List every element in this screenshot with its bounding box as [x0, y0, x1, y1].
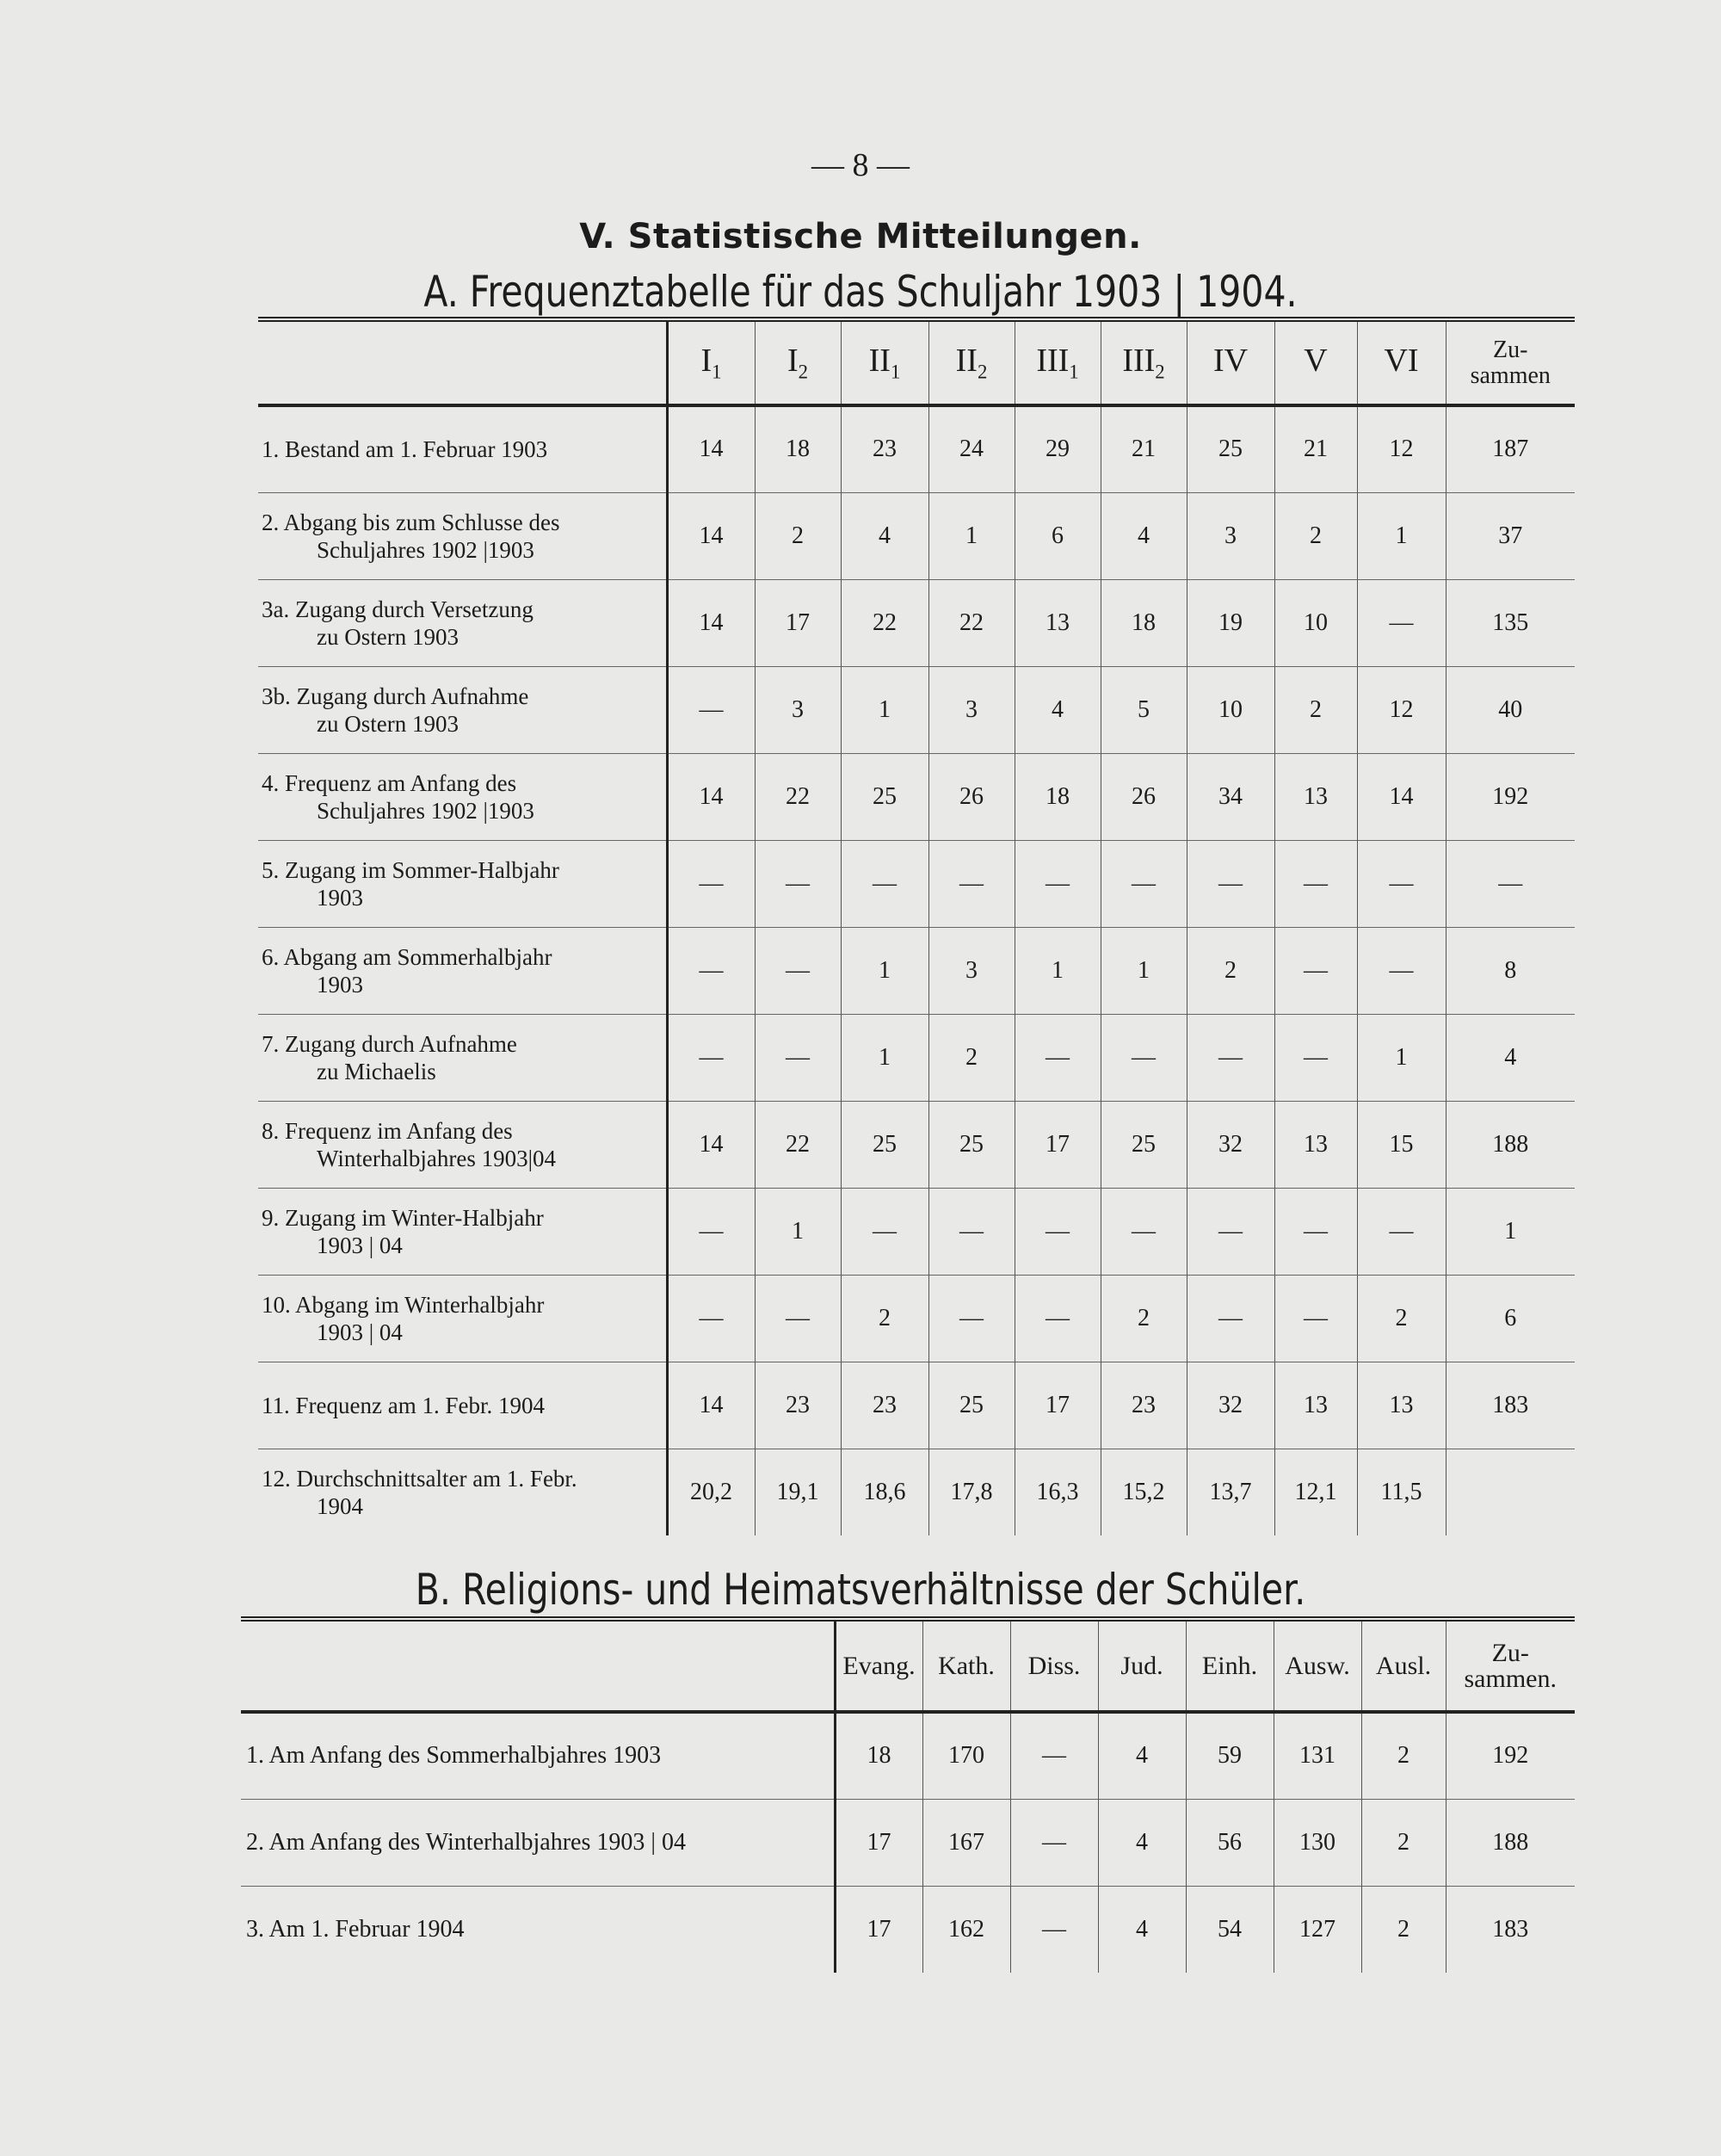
table-cell: 13: [1274, 1101, 1357, 1188]
table-cell: 13: [1274, 1362, 1357, 1449]
table-cell: 22: [928, 579, 1015, 666]
table-cell: —: [1187, 840, 1274, 927]
table-cell: —: [1101, 1188, 1187, 1275]
table-cell: 4: [1101, 492, 1187, 579]
table-cell: 25: [1187, 405, 1274, 492]
table-row: [258, 1449, 1575, 1535]
table-cell: —: [1010, 1712, 1098, 1799]
table-cell: 3: [1187, 492, 1274, 579]
table-cell: —: [1015, 840, 1101, 927]
table-cell: —: [1010, 1799, 1098, 1886]
table-cell: 23: [841, 405, 928, 492]
row-label: [258, 666, 667, 753]
table-cell: 1: [841, 927, 928, 1014]
table-cell: 187: [1446, 405, 1575, 492]
table-cell: 25: [928, 1362, 1015, 1449]
row-label: [258, 1362, 667, 1449]
col-header-total: Zu- sammen.: [1446, 1619, 1575, 1712]
col-header: VI: [1357, 319, 1446, 405]
table-cell: 54: [1186, 1886, 1274, 1973]
table-cell: —: [667, 1275, 755, 1362]
table-cell: 29: [1015, 405, 1101, 492]
table-cell: 10: [1274, 579, 1357, 666]
table-cell: 22: [755, 753, 841, 840]
table-cell: 188: [1446, 1101, 1575, 1188]
table-cell: 1: [928, 492, 1015, 579]
table-row: [258, 492, 1575, 579]
table-row: [258, 1101, 1575, 1188]
table-row: [258, 927, 1575, 1014]
table-cell: 1: [1015, 927, 1101, 1014]
table-cell: 14: [667, 1101, 755, 1188]
table-cell: 21: [1274, 405, 1357, 492]
table-cell: 19: [1187, 579, 1274, 666]
col-header: Kath.: [922, 1619, 1010, 1712]
table-cell: —: [928, 840, 1015, 927]
row-label: 1. Am Anfang des Sommerhalbjahres 1903: [241, 1712, 835, 1799]
row-label-line1: 7. Zugang durch Aufnahme: [262, 1030, 517, 1057]
table-b-title: B. Religions- und Heimatsverhältnisse der Schüler.: [415, 1565, 1306, 1615]
table-cell: 2: [1274, 666, 1357, 753]
col-header-total: Zu- sammen: [1446, 319, 1575, 405]
table-cell: 1: [1446, 1188, 1575, 1275]
table-cell: —: [1446, 840, 1575, 927]
table-cell: —: [755, 1275, 841, 1362]
table-row: [258, 405, 1575, 492]
frequency-table: [258, 317, 1575, 1535]
table-cell: 32: [1187, 1101, 1274, 1188]
table-cell: 22: [755, 1101, 841, 1188]
table-cell: 1: [1357, 1014, 1446, 1101]
row-label-line1: 11. Frequenz am 1. Febr. 1904: [262, 1392, 545, 1418]
table-cell: 17: [835, 1799, 922, 1886]
col-header: Jud.: [1098, 1619, 1186, 1712]
table-row: [241, 1712, 1575, 1799]
table-cell: —: [1274, 840, 1357, 927]
table-cell: —: [1357, 927, 1446, 1014]
table-cell: 14: [667, 1362, 755, 1449]
row-label-line2: 1903: [317, 884, 363, 911]
table-cell: 21: [1101, 405, 1187, 492]
row-label: 2. Am Anfang des Winterhalbjahres 1903 | 04: [241, 1799, 835, 1886]
row-label-line1: 2. Abgang bis zum Schlusse des: [262, 509, 560, 535]
table-cell: —: [1101, 840, 1187, 927]
table-cell: —: [928, 1275, 1015, 1362]
table-cell: 26: [928, 753, 1015, 840]
table-cell: —: [755, 1014, 841, 1101]
table-cell: —: [1274, 1188, 1357, 1275]
table-cell: 2: [1101, 1275, 1187, 1362]
section-title: V. Statistische Mitteilungen.: [579, 217, 1142, 256]
table-cell: 23: [1101, 1362, 1187, 1449]
col-header: IV: [1187, 319, 1274, 405]
table-cell: —: [667, 666, 755, 753]
table-row: [258, 1014, 1575, 1101]
table-cell: —: [755, 840, 841, 927]
table-cell: 4: [1098, 1799, 1186, 1886]
table-cell: —: [1187, 1188, 1274, 1275]
col-header: Diss.: [1010, 1619, 1098, 1712]
table-cell: 14: [667, 492, 755, 579]
table-cell: 4: [1015, 666, 1101, 753]
table-cell: 2: [1357, 1275, 1446, 1362]
table-cell: 25: [841, 753, 928, 840]
table-cell: 170: [922, 1712, 1010, 1799]
table-cell: —: [841, 840, 928, 927]
table-cell: 2: [841, 1275, 928, 1362]
row-label: [258, 753, 667, 840]
row-label-line1: 12. Durchschnittsalter am 1. Febr.: [262, 1465, 577, 1492]
row-label-line1: 3a. Zugang durch Versetzung: [262, 596, 534, 622]
table-cell: 2: [1274, 492, 1357, 579]
table-cell: 25: [841, 1101, 928, 1188]
table-cell: —: [1015, 1188, 1101, 1275]
table-cell: 20,2: [667, 1449, 755, 1535]
table-cell: 192: [1446, 753, 1575, 840]
table-cell: [1446, 1449, 1575, 1535]
col-header: $III_2$: [1101, 319, 1187, 405]
table-cell: 18: [835, 1712, 922, 1799]
table-cell: —: [1274, 1275, 1357, 1362]
table-cell: —: [841, 1188, 928, 1275]
table-cell: —: [1357, 1188, 1446, 1275]
row-label: [258, 1449, 667, 1535]
table-cell: 59: [1186, 1712, 1274, 1799]
table-cell: —: [1101, 1014, 1187, 1101]
col-header: $II_2$: [928, 319, 1015, 405]
row-label: [258, 927, 667, 1014]
table-cell: 40: [1446, 666, 1575, 753]
table-cell: 12: [1357, 666, 1446, 753]
table-cell: 10: [1187, 666, 1274, 753]
row-label: 3. Am 1. Februar 1904: [241, 1886, 835, 1973]
table-cell: 135: [1446, 579, 1575, 666]
table-cell: 24: [928, 405, 1015, 492]
table-cell: 183: [1446, 1362, 1575, 1449]
row-label-line2: zu Ostern 1903: [317, 623, 459, 650]
table-cell: 14: [667, 579, 755, 666]
table-cell: —: [667, 1188, 755, 1275]
table-cell: 14: [667, 405, 755, 492]
table-cell: 18: [755, 405, 841, 492]
table-cell: —: [1015, 1275, 1101, 1362]
table-cell: 34: [1187, 753, 1274, 840]
col-header: Einh.: [1186, 1619, 1274, 1712]
row-label-line2: 1903: [317, 971, 363, 998]
row-label-line1: 6. Abgang am Sommerhalbjahr: [262, 943, 552, 970]
row-label-line1: 9. Zugang im Winter-Halbjahr: [262, 1204, 544, 1231]
table-row: [241, 1799, 1575, 1886]
table-cell: 2: [1361, 1886, 1446, 1973]
col-header: Evang.: [835, 1619, 922, 1712]
row-label: [258, 840, 667, 927]
table-cell: 4: [1098, 1712, 1186, 1799]
row-label-line1: 3b. Zugang durch Aufnahme: [262, 683, 529, 709]
table-row: [258, 666, 1575, 753]
table-cell: 26: [1101, 753, 1187, 840]
table-cell: 131: [1274, 1712, 1361, 1799]
table-cell: 2: [928, 1014, 1015, 1101]
table-a-header-row: [258, 319, 1575, 405]
col-header: $I_1$: [667, 319, 755, 405]
col-header: $I_2$: [755, 319, 841, 405]
table-row: [258, 1275, 1575, 1362]
row-label-line2: Schuljahres 1902 |1903: [317, 536, 534, 563]
table-cell: —: [1187, 1275, 1274, 1362]
row-label: [258, 579, 667, 666]
table-cell: 12: [1357, 405, 1446, 492]
table-cell: —: [1274, 1014, 1357, 1101]
table-cell: —: [667, 1014, 755, 1101]
table-cell: 17: [755, 579, 841, 666]
row-label-line2: zu Michaelis: [317, 1058, 436, 1084]
page-number: — 8 —: [811, 147, 910, 183]
table-row: [258, 753, 1575, 840]
table-cell: 1: [1101, 927, 1187, 1014]
col-header: Ausw.: [1274, 1619, 1361, 1712]
row-label-line2: 1904: [317, 1492, 363, 1519]
row-label-line1: 10. Abgang im Winterhalbjahr: [262, 1291, 545, 1318]
row-label: [258, 405, 667, 492]
row-label: [258, 1101, 667, 1188]
table-cell: 18,6: [841, 1449, 928, 1535]
table-cell: 18: [1101, 579, 1187, 666]
row-label: [258, 1188, 667, 1275]
table-cell: 23: [841, 1362, 928, 1449]
table-b-header-row: [241, 1619, 1575, 1712]
table-cell: 25: [928, 1101, 1015, 1188]
table-cell: —: [1010, 1886, 1098, 1973]
table-cell: 192: [1446, 1712, 1575, 1799]
table-cell: 13,7: [1187, 1449, 1274, 1535]
row-label: [258, 1275, 667, 1362]
table-cell: 130: [1274, 1799, 1361, 1886]
row-label-line1: 1. Bestand am 1. Februar 1903: [262, 436, 548, 463]
row-label-line2: 1903 | 04: [317, 1319, 403, 1345]
religion-home-table: [241, 1616, 1575, 1973]
col-header: $II_1$: [841, 319, 928, 405]
table-cell: 2: [1187, 927, 1274, 1014]
table-cell: 167: [922, 1799, 1010, 1886]
table-cell: 4: [1098, 1886, 1186, 1973]
table-cell: 25: [1101, 1101, 1187, 1188]
header-blank: [258, 319, 667, 405]
table-cell: 4: [841, 492, 928, 579]
table-cell: 2: [1361, 1799, 1446, 1886]
table-cell: 17,8: [928, 1449, 1015, 1535]
table-cell: —: [1357, 579, 1446, 666]
table-row: [258, 1188, 1575, 1275]
table-cell: 1: [755, 1188, 841, 1275]
table-cell: 183: [1446, 1886, 1575, 1973]
table-cell: 17: [1015, 1362, 1101, 1449]
table-cell: —: [1015, 1014, 1101, 1101]
row-label-line2: zu Ostern 1903: [317, 710, 459, 737]
table-cell: 188: [1446, 1799, 1575, 1886]
table-cell: —: [667, 840, 755, 927]
table-cell: —: [1187, 1014, 1274, 1101]
table-row: [241, 1886, 1575, 1973]
row-label-line1: 8. Frequenz im Anfang des: [262, 1117, 513, 1144]
table-cell: 1: [1357, 492, 1446, 579]
table-cell: 12,1: [1274, 1449, 1357, 1535]
table-cell: 22: [841, 579, 928, 666]
table-cell: 2: [1361, 1712, 1446, 1799]
row-label-line1: 5. Zugang im Sommer-Halbjahr: [262, 856, 559, 883]
table-cell: 8: [1446, 927, 1575, 1014]
header-blank: [241, 1619, 835, 1712]
row-label: [258, 1014, 667, 1101]
table-a-title: A. Frequenztabelle für das Schuljahr 1903 | 1904.: [423, 267, 1298, 317]
col-header: Ausl.: [1361, 1619, 1446, 1712]
table-cell: 1: [841, 666, 928, 753]
row-label-line2: 1903 | 04: [317, 1232, 403, 1258]
table-cell: 127: [1274, 1886, 1361, 1973]
col-header: V: [1274, 319, 1357, 405]
table-cell: 1: [841, 1014, 928, 1101]
table-cell: 2: [755, 492, 841, 579]
row-label-line2: Schuljahres 1902 |1903: [317, 797, 534, 824]
table-cell: 15,2: [1101, 1449, 1187, 1535]
table-cell: —: [1357, 840, 1446, 927]
table-cell: 5: [1101, 666, 1187, 753]
table-cell: 15: [1357, 1101, 1446, 1188]
row-label-line1: 4. Frequenz am Anfang des: [262, 769, 517, 796]
table-cell: 16,3: [1015, 1449, 1101, 1535]
table-cell: 56: [1186, 1799, 1274, 1886]
table-row: [258, 1362, 1575, 1449]
table-cell: 14: [1357, 753, 1446, 840]
table-cell: 14: [667, 753, 755, 840]
col-header: $III_1$: [1015, 319, 1101, 405]
table-cell: 3: [755, 666, 841, 753]
table-cell: —: [667, 927, 755, 1014]
table-cell: 13: [1015, 579, 1101, 666]
table-cell: —: [928, 1188, 1015, 1275]
table-row: [258, 579, 1575, 666]
table-cell: 3: [928, 927, 1015, 1014]
table-cell: 13: [1274, 753, 1357, 840]
table-cell: 4: [1446, 1014, 1575, 1101]
table-cell: 18: [1015, 753, 1101, 840]
table-cell: —: [755, 927, 841, 1014]
table-cell: 17: [835, 1886, 922, 1973]
table-cell: 37: [1446, 492, 1575, 579]
table-cell: 13: [1357, 1362, 1446, 1449]
table-cell: 23: [755, 1362, 841, 1449]
table-cell: —: [1274, 927, 1357, 1014]
table-cell: 6: [1446, 1275, 1575, 1362]
table-cell: 162: [922, 1886, 1010, 1973]
row-label: [258, 492, 667, 579]
row-label-line2: Winterhalbjahres 1903|04: [317, 1145, 556, 1171]
table-cell: 11,5: [1357, 1449, 1446, 1535]
table-cell: 3: [928, 666, 1015, 753]
table-cell: 19,1: [755, 1449, 841, 1535]
table-cell: 17: [1015, 1101, 1101, 1188]
table-cell: 6: [1015, 492, 1101, 579]
table-cell: 32: [1187, 1362, 1274, 1449]
table-row: [258, 840, 1575, 927]
